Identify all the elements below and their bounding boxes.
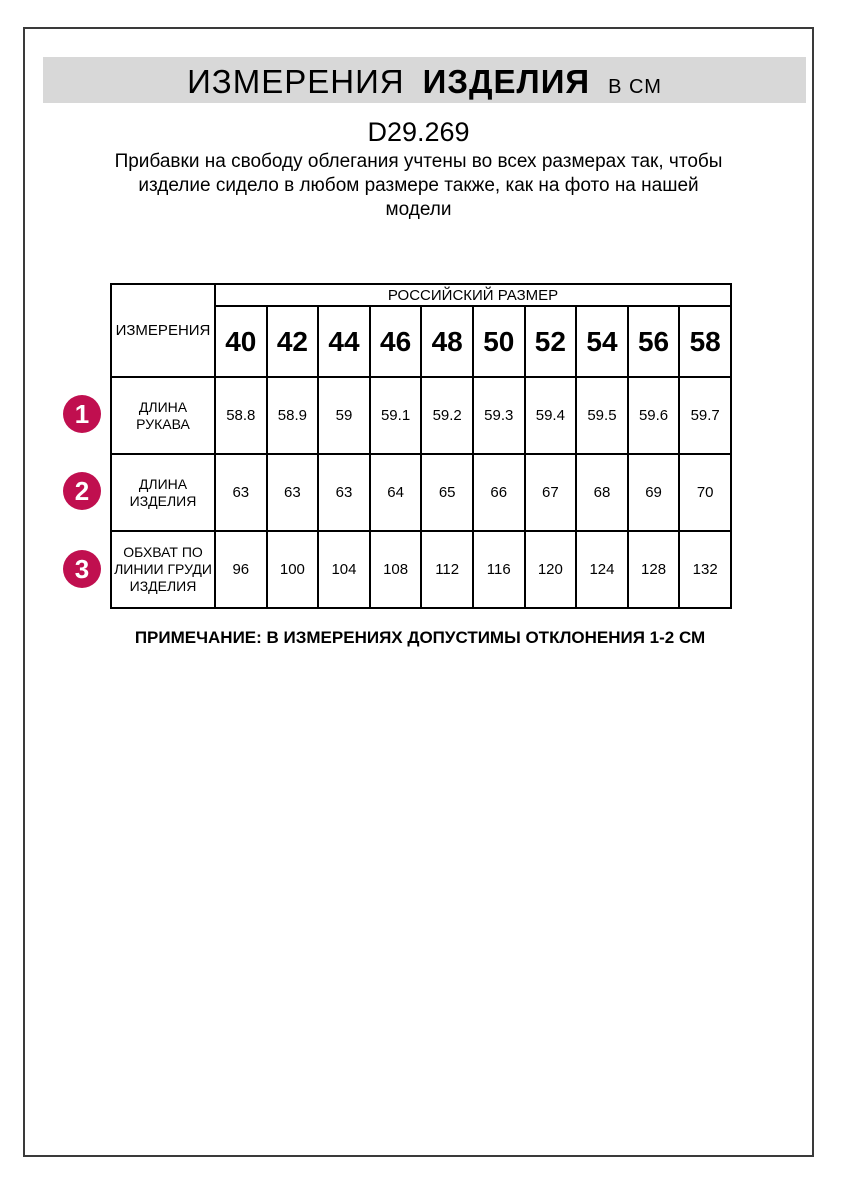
group-header-row [111, 284, 731, 306]
title-units: В СМ [608, 76, 662, 98]
value-cell: 68 [576, 454, 628, 531]
tolerance-note: ПРИМЕЧАНИЕ: В ИЗМЕРЕНИЯХ ДОПУСТИМЫ ОТКЛОНЕНИЯ 1-2 СМ [134, 628, 706, 647]
value-cell: 124 [576, 531, 628, 608]
size-header-54: 54 [576, 306, 628, 377]
value-cell: 59.5 [576, 377, 628, 454]
row-label: ОБХВАТ ПО ЛИНИИ ГРУДИ ИЗДЕЛИЯ [111, 531, 215, 608]
value-cell: 70 [679, 454, 731, 531]
size-header-44: 44 [318, 306, 370, 377]
value-cell: 128 [628, 531, 680, 608]
row-marker: 2 [63, 472, 101, 510]
row-marker: 1 [63, 395, 101, 433]
value-cell: 100 [267, 531, 319, 608]
value-cell: 59.7 [679, 377, 731, 454]
size-header-48: 48 [421, 306, 473, 377]
page-frame [23, 27, 814, 1157]
value-cell: 132 [679, 531, 731, 608]
row-marker: 3 [63, 550, 101, 588]
fit-description-line: Прибавки на свободу облегания учтены во всех размерах так, чтобы [114, 151, 723, 172]
value-cell: 59.3 [473, 377, 525, 454]
value-cell: 67 [525, 454, 577, 531]
row-label: ДЛИНА ИЗДЕЛИЯ [111, 454, 215, 531]
value-cell: 63 [215, 454, 267, 531]
value-cell: 59 [318, 377, 370, 454]
size-header-52: 52 [525, 306, 577, 377]
size-header-40: 40 [215, 306, 267, 377]
table-body [111, 377, 731, 608]
value-cell: 104 [318, 531, 370, 608]
title-measurements: ИЗМЕРЕНИЯ [187, 63, 405, 100]
title-product: ИЗДЕЛИЯ [422, 63, 591, 100]
value-cell: 59.4 [525, 377, 577, 454]
value-cell: 96 [215, 531, 267, 608]
size-header-58: 58 [679, 306, 731, 377]
value-cell: 58.8 [215, 377, 267, 454]
value-cell: 108 [370, 531, 422, 608]
size-header-50: 50 [473, 306, 525, 377]
value-cell: 59.6 [628, 377, 680, 454]
page-title [187, 63, 662, 101]
value-cell: 69 [628, 454, 680, 531]
title-band [43, 57, 806, 103]
size-table [110, 283, 732, 609]
table-row [111, 531, 731, 608]
value-cell: 64 [370, 454, 422, 531]
value-cell: 59.1 [370, 377, 422, 454]
value-cell: 66 [473, 454, 525, 531]
fit-description-line: модели [385, 199, 452, 220]
fit-description [25, 150, 812, 222]
fit-description-line: изделие сидело в любом размере также, как на фото на нашей [138, 175, 699, 196]
measurements-corner-header: ИЗМЕРЕНИЯ [111, 284, 215, 377]
value-cell: 58.9 [267, 377, 319, 454]
russian-size-header: РОССИЙСКИЙ РАЗМЕР [215, 284, 731, 306]
value-cell: 65 [421, 454, 473, 531]
value-cell: 63 [318, 454, 370, 531]
size-header-42: 42 [267, 306, 319, 377]
size-header-56: 56 [628, 306, 680, 377]
model-code: D29.269 [367, 117, 470, 147]
table-row [111, 454, 731, 531]
row-label: ДЛИНА РУКАВА [111, 377, 215, 454]
value-cell: 120 [525, 531, 577, 608]
value-cell: 59.2 [421, 377, 473, 454]
table-row [111, 377, 731, 454]
value-cell: 116 [473, 531, 525, 608]
size-header-46: 46 [370, 306, 422, 377]
value-cell: 112 [421, 531, 473, 608]
value-cell: 63 [267, 454, 319, 531]
